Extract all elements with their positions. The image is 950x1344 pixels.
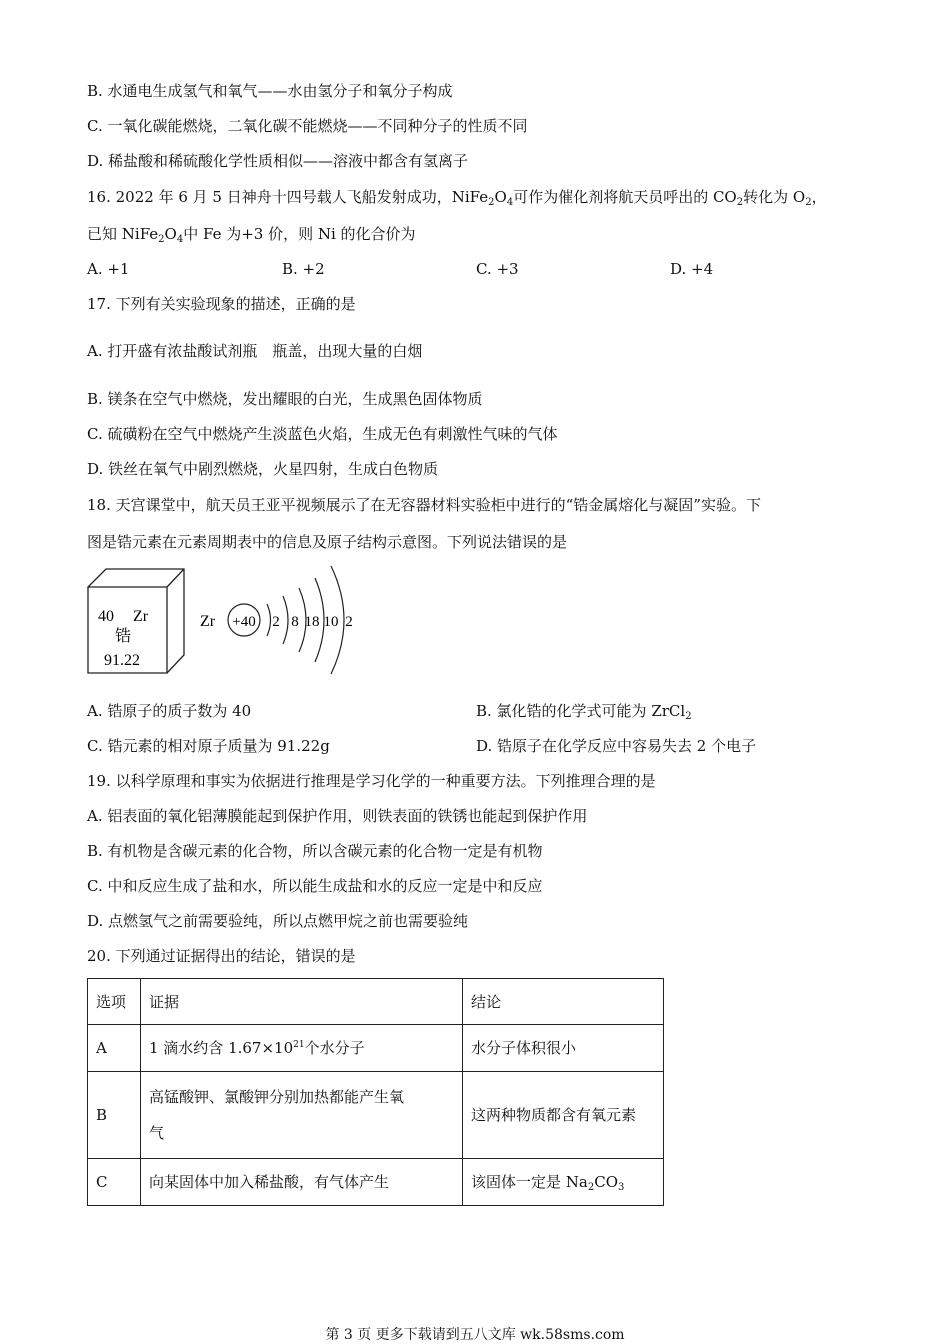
q16-option-c: C. +3: [476, 260, 519, 278]
cell-evidence: 向某固体中加入稀盐酸，有气体产生: [141, 1159, 463, 1206]
q17-option-a: A. 打开盛有浓盐酸试剂瓶 瓶盖，出现大量的白烟: [87, 342, 423, 360]
q19-option-d: D. 点燃氢气之前需要验纯，所以点燃甲烷之前也需要验纯: [87, 912, 469, 930]
periodic-table-cell: [88, 569, 184, 673]
shell-electrons-5: 2: [345, 614, 353, 630]
cell-option: A: [88, 1025, 141, 1072]
q17-option-b: B. 镁条在空气中燃烧，发出耀眼的白光，生成黑色固体物质: [87, 390, 483, 408]
atom-symbol: Zr: [200, 613, 216, 630]
shell-arc-2: [283, 596, 288, 644]
q19-option-b: B. 有机物是含碳元素的化合物，所以含碳元素的化合物一定是有机物: [87, 842, 543, 860]
q17-option-c: C. 硫磺粉在空气中燃烧产生淡蓝色火焰，生成无色有刺激性气味的气体: [87, 425, 558, 443]
table-row: [88, 1025, 664, 1072]
cell-option: B: [88, 1072, 141, 1159]
q17-stem: 17. 下列有关实验现象的描述，正确的是: [87, 295, 356, 313]
cell-conclusion: 水分子体积很小: [463, 1025, 664, 1072]
cell-conclusion: 该固体一定是 $Na_2CO_3$: [463, 1159, 664, 1206]
q18-option-b: B. 氯化锆的化学式可能为 ZrCl$_2$: [476, 702, 692, 722]
atomic-mass: 91.22: [104, 652, 140, 669]
zirconium-figure: [85, 560, 375, 680]
table-row: [88, 1159, 664, 1206]
table-row: [88, 1072, 664, 1159]
q16-stem-line1: 16. 2022 年 6 月 5 日神舟十四号载人飞船发射成功，$NiFe_2O_4$可作为催化剂将航天员呼出的 $CO_2$转化为 $O_2$，: [87, 188, 827, 208]
shell-electrons-2: 8: [291, 614, 299, 630]
q16-option-a: A. +1: [87, 260, 130, 278]
q17-option-d: D. 铁丝在氧气中剧烈燃烧，火星四射，生成白色物质: [87, 460, 439, 478]
atomic-structure-diagram: [200, 566, 353, 674]
q18-stem-line2: 图是锆元素在元素周期表中的信息及原子结构示意图。下列说法错误的是: [87, 533, 568, 551]
cell-option: C: [88, 1159, 141, 1206]
q16-option-b: B. +2: [282, 260, 325, 278]
evidence-table: [87, 978, 664, 1206]
table-header-row: [88, 979, 664, 1025]
element-symbol: Zr: [133, 608, 149, 625]
q18-option-c: C. 锆元素的相对原子质量为 91.22g: [87, 737, 330, 755]
q15-option-b: B. 水通电生成氢气和氧气——水由氢分子和氧分子构成: [87, 82, 453, 100]
shell-electrons-3: 18: [304, 614, 320, 630]
cell-evidence: 高锰酸钾、氯酸钾分别加热都能产生氧 气: [141, 1072, 463, 1159]
header-conclusion: 结论: [463, 979, 664, 1025]
q15-option-c: C. 一氧化碳能燃烧，二氧化碳不能燃烧——不同种分子的性质不同: [87, 117, 528, 135]
shell-arc-1: [267, 604, 271, 636]
cell-evidence: 1 滴水约含 $1.67\times 10^{21}$个水分子: [141, 1025, 463, 1072]
q19-stem: 19. 以科学原理和事实为依据进行推理是学习化学的一种重要方法。下列推理合理的是: [87, 772, 656, 790]
page-footer: 第 3 页 更多下载请到五八文库 wk.58sms.com: [325, 1327, 625, 1343]
shell-electrons-1: 2: [272, 614, 280, 630]
q16-stem-line2: 已知 $NiFe_2O_4$中 Fe 为+3 价，则 Ni 的化合价为: [87, 225, 416, 245]
q18-stem-line1: 18. 天宫课堂中，航天员王亚平视频展示了在无容器材料实验柜中进行的“锆金属熔化与凝固”实验。下: [87, 496, 761, 514]
q18-option-a: A. 锆原子的质子数为 40: [87, 702, 252, 720]
nucleus-charge: +40: [232, 614, 256, 630]
cell-conclusion: 这两种物质都含有氧元素: [463, 1072, 664, 1159]
q18-option-d: D. 锆原子在化学反应中容易失去 2 个电子: [476, 737, 757, 755]
q20-stem: 20. 下列通过证据得出的结论，错误的是: [87, 947, 356, 965]
header-option: 选项: [88, 979, 141, 1025]
q15-option-d: D. 稀盐酸和稀硫酸化学性质相似——溶液中都含有氢离子: [87, 152, 469, 170]
q19-option-c: C. 中和反应生成了盐和水，所以能生成盐和水的反应一定是中和反应: [87, 877, 543, 895]
q16-option-d: D. +4: [670, 260, 714, 278]
element-name: 锆: [115, 626, 132, 645]
q19-option-a: A. 铝表面的氧化铝薄膜能起到保护作用，则铁表面的铁锈也能起到保护作用: [87, 807, 588, 825]
atomic-number: 40: [98, 608, 114, 625]
header-evidence: 证据: [141, 979, 463, 1025]
shell-electrons-4: 10: [323, 614, 339, 630]
